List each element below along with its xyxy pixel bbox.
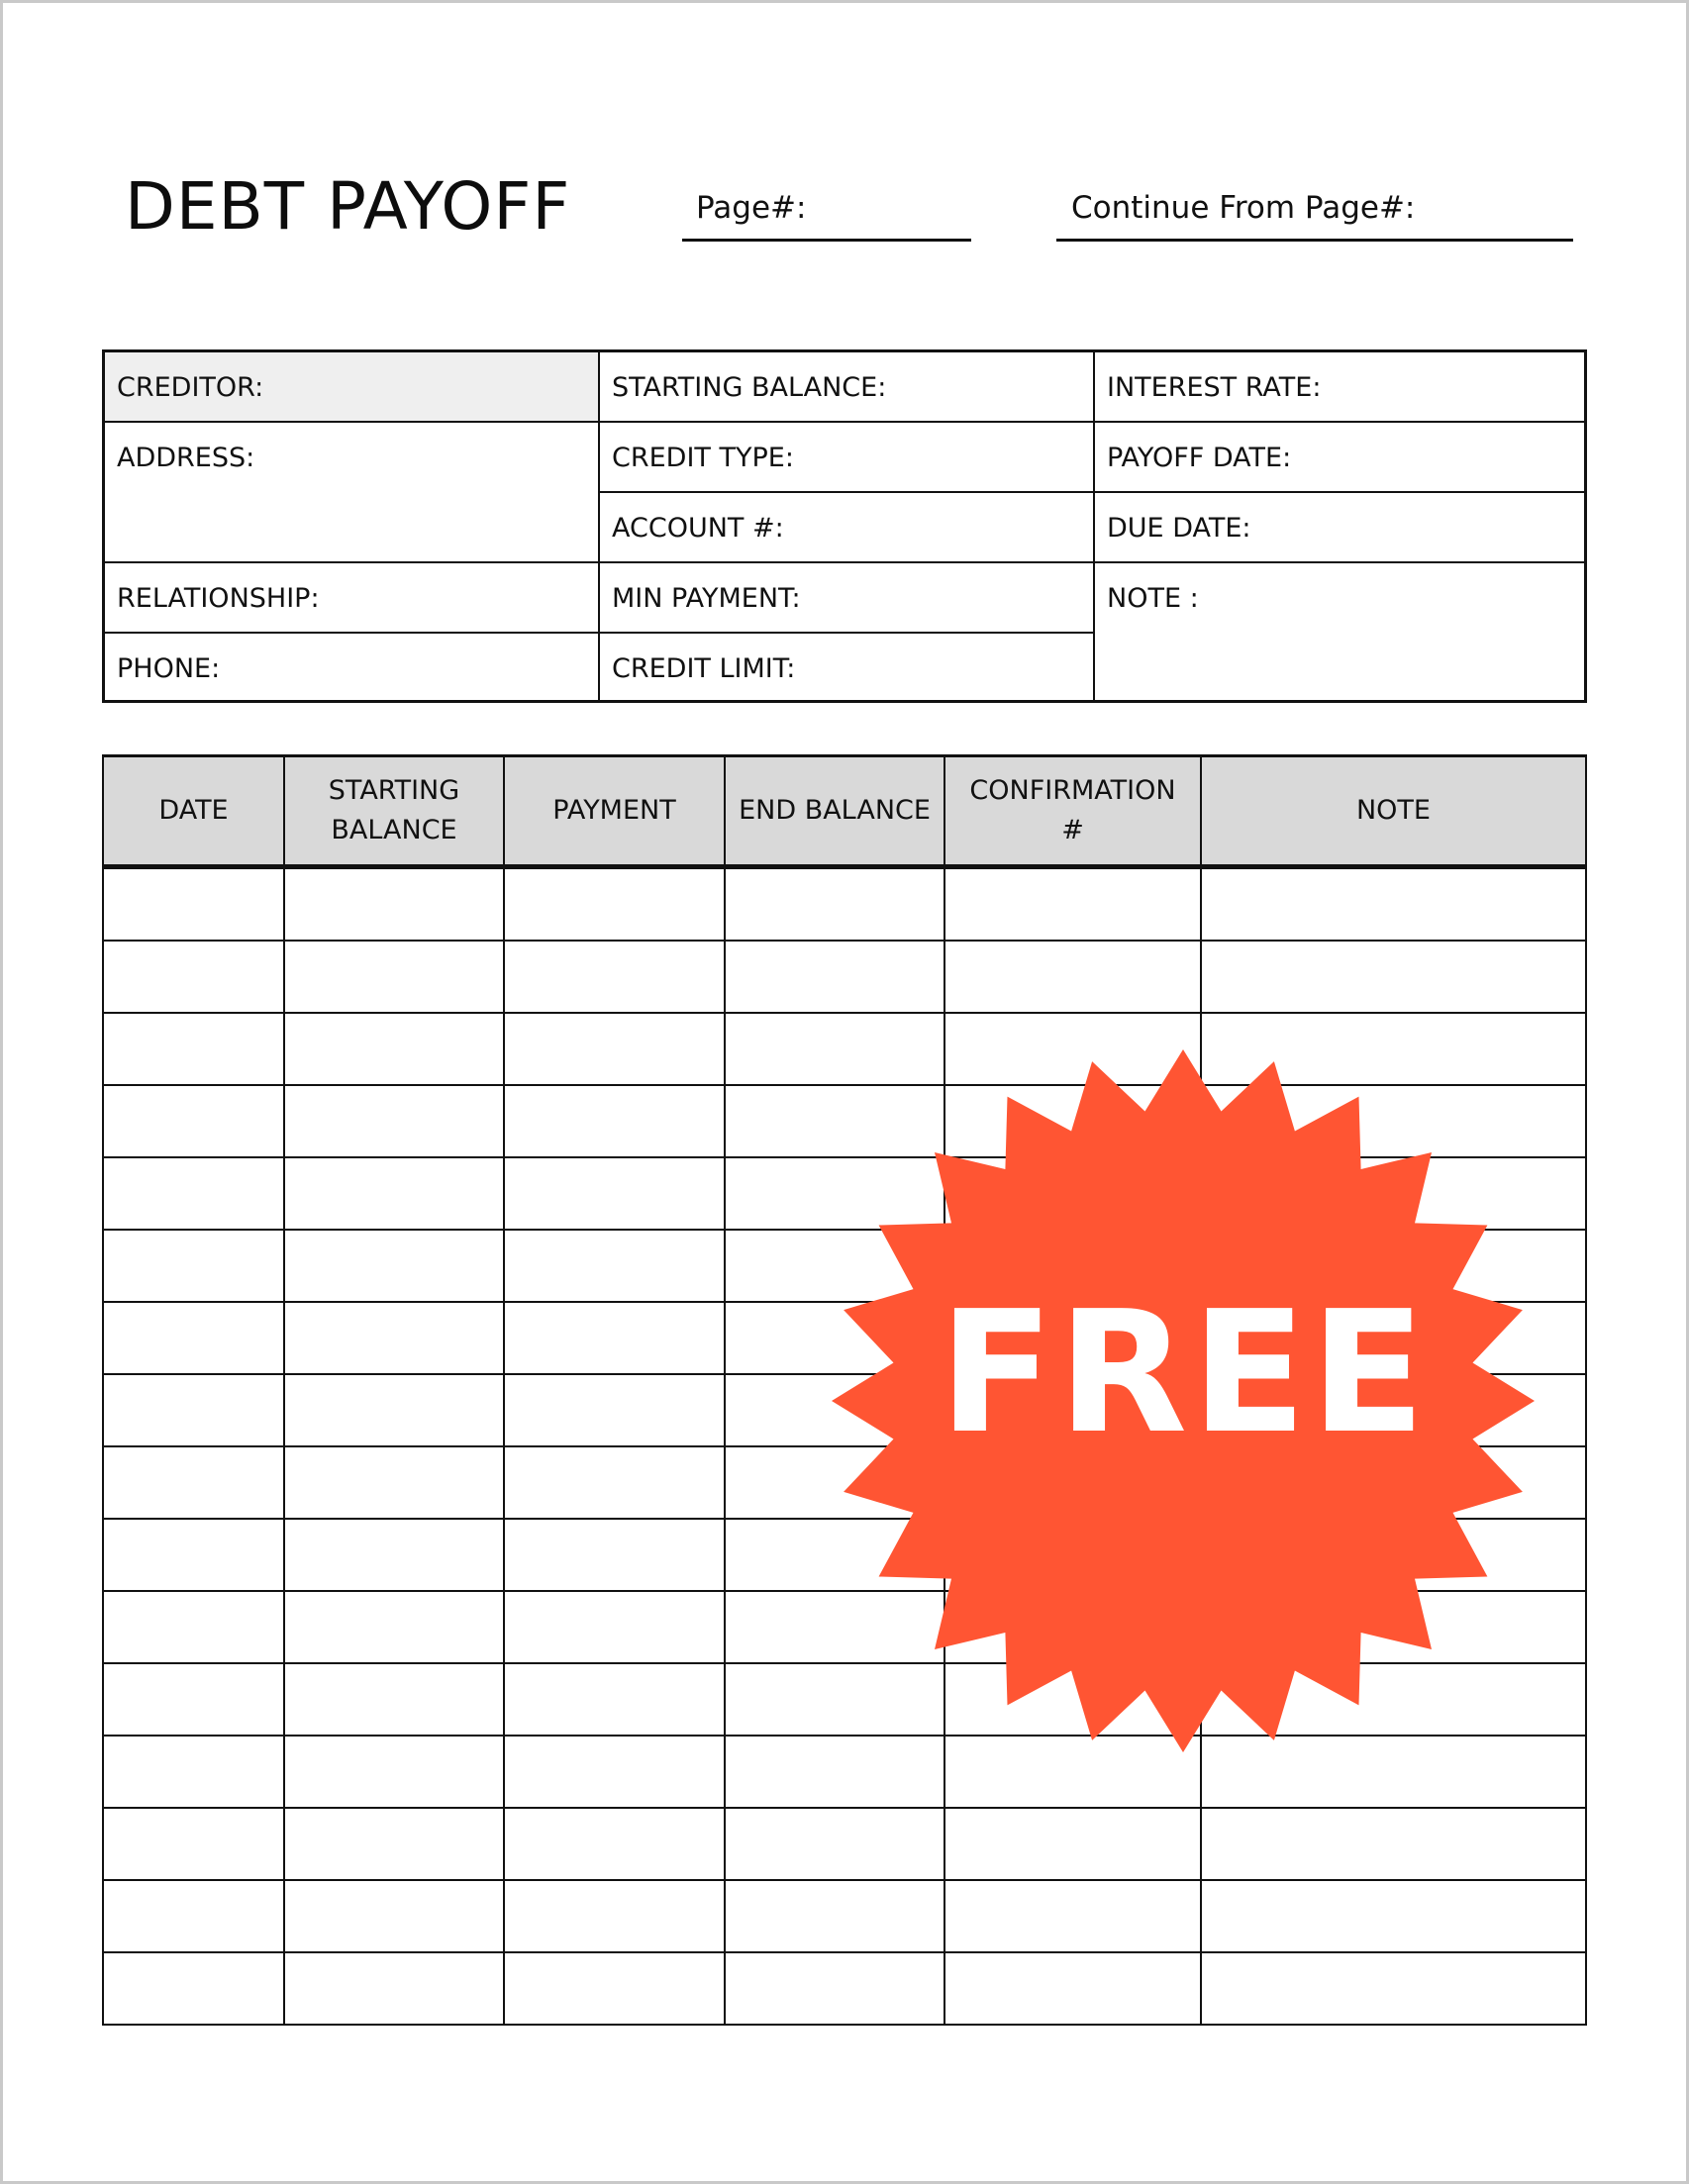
table-cell[interactable]	[284, 867, 504, 942]
table-cell[interactable]	[103, 1663, 284, 1736]
table-cell[interactable]	[284, 1302, 504, 1374]
address-label: ADDRESS:	[117, 443, 255, 473]
table-cell[interactable]	[944, 867, 1201, 942]
interest-rate-field[interactable]	[1095, 352, 1584, 423]
phone-field[interactable]	[105, 634, 600, 700]
table-cell[interactable]	[284, 1013, 504, 1085]
continue-from-field[interactable]	[1056, 239, 1573, 242]
credit-type-label: CREDIT TYPE:	[612, 443, 794, 473]
relationship-field[interactable]	[105, 563, 600, 634]
table-cell[interactable]	[944, 1952, 1201, 2025]
table-cell[interactable]	[1201, 1808, 1586, 1880]
table-cell[interactable]	[103, 1157, 284, 1230]
table-cell[interactable]	[504, 1591, 725, 1663]
column-header-note: NOTE	[1201, 756, 1586, 867]
table-cell[interactable]	[504, 1952, 725, 2025]
table-cell[interactable]	[284, 1880, 504, 1952]
table-cell[interactable]	[103, 1013, 284, 1085]
table-cell[interactable]	[103, 867, 284, 942]
table-cell[interactable]	[504, 1013, 725, 1085]
table-row	[103, 941, 1586, 1013]
column-header-payment: PAYMENT	[504, 756, 725, 867]
page-number-label: Page#:	[696, 190, 807, 226]
table-cell[interactable]	[1201, 1952, 1586, 2025]
table-cell[interactable]	[1201, 1880, 1586, 1952]
table-cell[interactable]	[944, 1808, 1201, 1880]
table-cell[interactable]	[284, 1374, 504, 1446]
table-cell[interactable]	[103, 1230, 284, 1302]
table-cell[interactable]	[504, 1302, 725, 1374]
table-cell[interactable]	[103, 1519, 284, 1591]
table-cell[interactable]	[103, 941, 284, 1013]
column-header-starting-balance: STARTING BALANCE	[284, 756, 504, 867]
page-number-field[interactable]	[682, 239, 971, 242]
page-title: DEBT PAYOFF	[125, 168, 571, 245]
creditor-label: CREDITOR:	[117, 372, 264, 403]
table-cell[interactable]	[284, 1446, 504, 1519]
table-row	[103, 867, 1586, 942]
payoff-date-field[interactable]	[1095, 423, 1584, 493]
table-cell[interactable]	[284, 1519, 504, 1591]
table-cell[interactable]	[284, 1230, 504, 1302]
table-cell[interactable]	[284, 1663, 504, 1736]
table-cell[interactable]	[284, 1736, 504, 1808]
table-cell[interactable]	[103, 1446, 284, 1519]
starting-balance-field[interactable]	[600, 352, 1095, 423]
table-header-row	[103, 756, 1586, 867]
credit-type-field[interactable]	[600, 423, 1095, 493]
table-cell[interactable]	[725, 1880, 944, 1952]
table-cell[interactable]	[284, 941, 504, 1013]
table-cell[interactable]	[504, 1446, 725, 1519]
table-cell[interactable]	[504, 941, 725, 1013]
table-cell[interactable]	[1201, 941, 1586, 1013]
debt-info-grid	[102, 349, 1587, 703]
table-cell[interactable]	[103, 1085, 284, 1157]
table-row	[103, 1952, 1586, 2025]
table-cell[interactable]	[103, 1952, 284, 2025]
min-payment-label: MIN PAYMENT:	[612, 583, 801, 614]
table-cell[interactable]	[284, 1085, 504, 1157]
account-number-field[interactable]	[600, 493, 1095, 563]
table-cell[interactable]	[504, 1808, 725, 1880]
table-row	[103, 1880, 1586, 1952]
account-number-label: ACCOUNT #:	[612, 513, 784, 544]
table-cell[interactable]	[103, 1302, 284, 1374]
creditor-field[interactable]	[105, 352, 600, 423]
starting-balance-label: STARTING BALANCE:	[612, 372, 887, 403]
table-cell[interactable]	[284, 1952, 504, 2025]
table-cell[interactable]	[504, 1880, 725, 1952]
table-cell[interactable]	[944, 941, 1201, 1013]
table-cell[interactable]	[103, 1808, 284, 1880]
table-cell[interactable]	[103, 1591, 284, 1663]
column-header-date: DATE	[103, 756, 284, 867]
table-cell[interactable]	[944, 1880, 1201, 1952]
table-cell[interactable]	[504, 1519, 725, 1591]
table-cell[interactable]	[504, 1663, 725, 1736]
table-cell[interactable]	[504, 1085, 725, 1157]
payoff-date-label: PAYOFF DATE:	[1107, 443, 1292, 473]
min-payment-field[interactable]	[600, 563, 1095, 634]
due-date-label: DUE DATE:	[1107, 513, 1251, 544]
table-cell[interactable]	[725, 1808, 944, 1880]
column-header-end-balance: END BALANCE	[725, 756, 944, 867]
table-cell[interactable]	[504, 1230, 725, 1302]
table-cell[interactable]	[103, 1880, 284, 1952]
table-cell[interactable]	[504, 867, 725, 942]
interest-rate-label: INTEREST RATE:	[1107, 372, 1322, 403]
free-badge-text: FREE	[939, 1275, 1430, 1471]
due-date-field[interactable]	[1095, 493, 1584, 563]
table-cell[interactable]	[504, 1736, 725, 1808]
table-cell[interactable]	[103, 1374, 284, 1446]
note-label: NOTE :	[1107, 583, 1199, 614]
table-cell[interactable]	[725, 867, 944, 942]
table-cell[interactable]	[725, 941, 944, 1013]
address-field[interactable]	[105, 423, 600, 563]
free-badge	[832, 1049, 1535, 1752]
table-cell[interactable]	[504, 1157, 725, 1230]
table-cell[interactable]	[284, 1157, 504, 1230]
table-cell[interactable]	[284, 1591, 504, 1663]
phone-label: PHONE:	[117, 653, 221, 684]
relationship-label: RELATIONSHIP:	[117, 583, 320, 614]
table-row	[103, 1808, 1586, 1880]
continue-from-label: Continue From Page#:	[1071, 190, 1416, 226]
credit-limit-field[interactable]	[600, 634, 1095, 700]
table-cell[interactable]	[1201, 867, 1586, 942]
table-cell[interactable]	[504, 1374, 725, 1446]
note-field[interactable]	[1095, 563, 1584, 700]
column-header-confirmation: CONFIRMATION #	[944, 756, 1201, 867]
table-cell[interactable]	[284, 1808, 504, 1880]
credit-limit-label: CREDIT LIMIT:	[612, 653, 796, 684]
table-cell[interactable]	[103, 1736, 284, 1808]
table-cell[interactable]	[725, 1952, 944, 2025]
